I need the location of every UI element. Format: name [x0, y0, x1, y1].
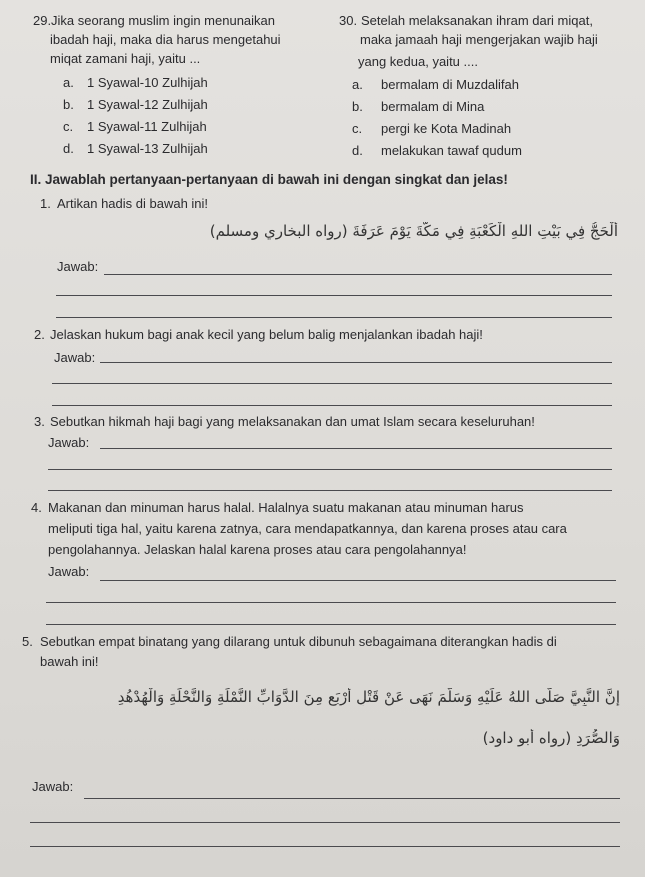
q29-option-d-text[interactable]: 1 Syawal-13 Zulhijah — [87, 141, 208, 156]
essay-5-line2: bawah ini! — [40, 654, 99, 669]
essay-5-arabic-hadith-line-2: وَالصُّرَدِ (رواه أبو داود) — [482, 729, 620, 747]
q30-option-c-letter[interactable]: c. — [352, 121, 363, 136]
essay-3-question: Sebutkan hikmah haji bagi yang melaksanakan dan umat Islam secara keseluruhan! — [50, 414, 535, 429]
essay-3-answer-line-3[interactable] — [48, 490, 612, 491]
essay-2-answer-label: Jawab: — [54, 350, 96, 365]
essay-1-answer-line-2[interactable] — [56, 295, 612, 296]
essay-4-number: 4. — [31, 500, 42, 515]
essay-1-answer-label: Jawab: — [57, 259, 99, 274]
essay-3-answer-line-1[interactable] — [100, 448, 612, 449]
essay-5-answer-line-2[interactable] — [30, 822, 620, 823]
q30-option-a-letter[interactable]: a. — [352, 77, 363, 92]
q30-line3: yang kedua, yaitu .... — [358, 54, 478, 69]
q29-number: 29. — [33, 13, 52, 28]
essay-5-number: 5. — [22, 634, 33, 649]
section-2-title: II. Jawablah pertanyaan-pertanyaan di bawah ini dengan singkat dan jelas! — [30, 172, 508, 187]
essay-4-line1: Makanan dan minuman harus halal. Halalnya suatu makanan atau minuman harus — [48, 500, 524, 515]
q30-option-d-letter[interactable]: d. — [352, 143, 363, 158]
q29-option-a-letter[interactable]: a. — [63, 75, 74, 90]
essay-1-number: 1. — [40, 196, 51, 211]
q30-number: 30. — [339, 13, 358, 28]
essay-4-answer-label: Jawab: — [48, 564, 90, 579]
essay-2-question: Jelaskan hukum bagi anak kecil yang belum balig menjalankan ibadah haji! — [50, 327, 483, 342]
q29-line2: ibadah haji, maka dia harus mengetahui — [50, 32, 281, 47]
essay-4-line3: pengolahannya. Jelaskan halal karena proses atau cara pengolahannya! — [48, 542, 467, 557]
q29-line3: miqat zamani haji, yaitu ... — [50, 51, 201, 66]
q29-line1: Jika seorang muslim ingin menunaikan — [51, 13, 276, 28]
essay-3-number: 3. — [34, 414, 45, 429]
q30-option-c-text[interactable]: pergi ke Kota Madinah — [381, 121, 512, 136]
q30-option-b-letter[interactable]: b. — [352, 99, 363, 114]
essay-1-answer-line-1[interactable] — [104, 274, 612, 275]
essay-5-line1: Sebutkan empat binatang yang dilarang untuk dibunuh sebagaimana diterangkan hadis di — [40, 634, 557, 649]
essay-1-answer-line-3[interactable] — [56, 317, 612, 318]
essay-5-arabic-hadith-line-1: إِنَّ النَّبِيَّ صَلَّى اللهُ عَلَيْهِ وَسَلَّمَ نَهَى عَنْ قَتْلِ أَرْبَعٍ مِنَ الدَّوَابِّ النَّمْلَةِ وَالنَّحْلَةِ وَالْهُدْهُدِ — [117, 688, 620, 706]
essay-4-answer-line-2[interactable] — [46, 602, 616, 603]
q30-line2: maka jamaah haji mengerjakan wajib haji — [360, 32, 598, 47]
q30-option-b-text[interactable]: bermalam di Mina — [381, 99, 485, 114]
essay-3-answer-label: Jawab: — [48, 435, 90, 450]
essay-3-answer-line-2[interactable] — [48, 469, 612, 470]
essay-5-answer-line-3[interactable] — [30, 846, 620, 847]
essay-1-arabic-hadith: أَلْحَجُّ فِي بَيْتِ اللهِ الْكَعْبَةِ فِي مَكَّةَ يَوْمَ عَرَفَةَ (رواه البخاري ومسلم) — [209, 222, 618, 240]
q29-option-d-letter[interactable]: d. — [63, 141, 74, 156]
q29-option-c-text[interactable]: 1 Syawal-11 Zulhijah — [87, 119, 207, 134]
essay-2-answer-line-1[interactable] — [100, 362, 612, 363]
essay-1-question: Artikan hadis di bawah ini! — [57, 196, 209, 211]
essay-2-answer-line-2[interactable] — [52, 383, 612, 384]
q30-option-a-text[interactable]: bermalam di Muzdalifah — [381, 77, 520, 92]
essay-5-answer-line-1[interactable] — [84, 798, 620, 799]
essay-4-answer-line-3[interactable] — [46, 624, 616, 625]
essay-2-number: 2. — [34, 327, 45, 342]
q29-option-b-text[interactable]: 1 Syawal-12 Zulhijah — [87, 97, 208, 112]
essay-4-answer-line-1[interactable] — [100, 580, 616, 581]
q29-option-c-letter[interactable]: c. — [63, 119, 74, 134]
essay-4-line2: meliputi tiga hal, yaitu karena zatnya, cara mendapatkannya, dan karena proses atau cara — [48, 521, 567, 536]
essay-2-answer-line-3[interactable] — [52, 405, 612, 406]
q29-option-b-letter[interactable]: b. — [63, 97, 74, 112]
q30-line1: Setelah melaksanakan ihram dari miqat, — [361, 13, 593, 28]
q29-option-a-text[interactable]: 1 Syawal-10 Zulhijah — [87, 75, 208, 90]
essay-5-answer-label: Jawab: — [32, 779, 74, 794]
q30-option-d-text[interactable]: melakukan tawaf qudum — [381, 143, 522, 158]
